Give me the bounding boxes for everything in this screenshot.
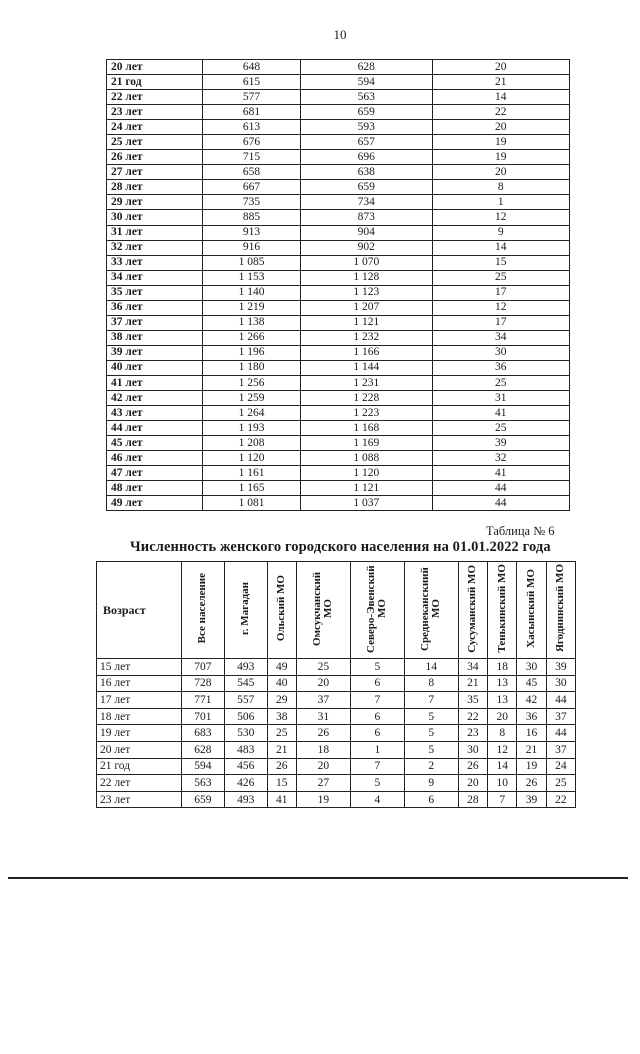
value-cell: 18 [488, 659, 517, 676]
age-cell: 44 лет [107, 421, 203, 436]
value-cell: 49 [267, 659, 296, 676]
value-cell: 25 [432, 270, 569, 285]
value-cell: 1 070 [301, 255, 433, 270]
value-cell: 27 [296, 775, 350, 792]
value-cell: 426 [224, 775, 267, 792]
value-cell: 20 [432, 165, 569, 180]
table-row [107, 60, 570, 75]
value-cell: 22 [458, 708, 487, 725]
table-row [107, 481, 570, 496]
column-header [546, 562, 575, 659]
value-cell: 15 [267, 775, 296, 792]
value-cell: 26 [458, 758, 487, 775]
value-cell: 44 [432, 481, 569, 496]
age-cell: 49 лет [107, 496, 203, 511]
table-row [97, 675, 576, 692]
age-cell: 48 лет [107, 481, 203, 496]
value-cell: 771 [182, 692, 225, 709]
table-row [107, 240, 570, 255]
value-cell: 1 232 [301, 330, 433, 345]
age-cell: 43 лет [107, 406, 203, 421]
value-cell: 628 [182, 741, 225, 758]
value-cell: 707 [182, 659, 225, 676]
table-row [107, 391, 570, 406]
value-cell: 17 [432, 315, 569, 330]
table-caption: Таблица № 6 [486, 524, 555, 538]
value-cell: 28 [458, 791, 487, 808]
value-cell: 25 [546, 775, 575, 792]
column-header [296, 562, 350, 659]
table-row [107, 120, 570, 135]
age-cell: 28 лет [107, 180, 203, 195]
value-cell: 19 [432, 135, 569, 150]
value-cell: 506 [224, 708, 267, 725]
value-cell: 8 [488, 725, 517, 742]
age-cell: 47 лет [107, 466, 203, 481]
value-cell: 1 266 [203, 330, 301, 345]
value-cell: 12 [432, 210, 569, 225]
value-cell: 9 [432, 225, 569, 240]
value-cell: 19 [517, 758, 546, 775]
column-header-label: Ольский МО [275, 575, 288, 642]
value-cell: 530 [224, 725, 267, 742]
column-header-label: Ягоднинский МО [554, 564, 567, 653]
value-cell: 1 231 [301, 375, 433, 390]
value-cell: 39 [546, 659, 575, 676]
column-header [182, 562, 225, 659]
value-cell: 12 [432, 300, 569, 315]
table-row [107, 195, 570, 210]
value-cell: 1 208 [203, 436, 301, 451]
value-cell: 593 [301, 120, 433, 135]
value-cell: 1 138 [203, 315, 301, 330]
value-cell: 577 [203, 90, 301, 105]
column-header [404, 562, 458, 659]
value-cell: 13 [488, 692, 517, 709]
value-cell: 1 153 [203, 270, 301, 285]
column-header-label: Сусуманский МО [466, 564, 479, 653]
table-row [107, 255, 570, 270]
value-cell: 39 [517, 791, 546, 808]
value-cell: 563 [301, 90, 433, 105]
value-cell: 42 [517, 692, 546, 709]
table-row [107, 406, 570, 421]
table-row [97, 659, 576, 676]
value-cell: 10 [488, 775, 517, 792]
value-cell: 659 [301, 105, 433, 120]
value-cell: 18 [296, 741, 350, 758]
column-header [488, 562, 517, 659]
value-cell: 648 [203, 60, 301, 75]
value-cell: 21 [458, 675, 487, 692]
value-cell: 1 196 [203, 345, 301, 360]
value-cell: 1 088 [301, 451, 433, 466]
value-cell: 1 140 [203, 285, 301, 300]
value-cell: 29 [267, 692, 296, 709]
value-cell: 32 [432, 451, 569, 466]
value-cell: 594 [182, 758, 225, 775]
value-cell: 483 [224, 741, 267, 758]
age-cell: 46 лет [107, 451, 203, 466]
table-row [107, 300, 570, 315]
value-cell: 902 [301, 240, 433, 255]
value-cell: 916 [203, 240, 301, 255]
value-cell: 1 193 [203, 421, 301, 436]
value-cell: 30 [517, 659, 546, 676]
value-cell: 904 [301, 225, 433, 240]
value-cell: 37 [296, 692, 350, 709]
age-cell: 29 лет [107, 195, 203, 210]
age-cell: 33 лет [107, 255, 203, 270]
table-row [97, 758, 576, 775]
table-row [107, 375, 570, 390]
value-cell: 5 [350, 775, 404, 792]
table-row [107, 180, 570, 195]
column-header [350, 562, 404, 659]
value-cell: 493 [224, 791, 267, 808]
table-row [97, 791, 576, 808]
age-cell: 41 лет [107, 375, 203, 390]
age-cell: 42 лет [107, 391, 203, 406]
table-row [107, 270, 570, 285]
value-cell: 5 [404, 708, 458, 725]
table-row [107, 315, 570, 330]
value-cell: 7 [350, 692, 404, 709]
value-cell: 30 [546, 675, 575, 692]
value-cell: 6 [404, 791, 458, 808]
age-cell: 24 лет [107, 120, 203, 135]
value-cell: 20 [432, 60, 569, 75]
table-row [107, 421, 570, 436]
value-cell: 456 [224, 758, 267, 775]
table-row [97, 741, 576, 758]
value-cell: 44 [546, 725, 575, 742]
value-cell: 31 [432, 391, 569, 406]
value-cell: 45 [517, 675, 546, 692]
value-cell: 1 259 [203, 391, 301, 406]
value-cell: 7 [404, 692, 458, 709]
value-cell: 17 [432, 285, 569, 300]
table-row [107, 451, 570, 466]
age-cell: 22 лет [97, 775, 182, 792]
value-cell: 39 [432, 436, 569, 451]
value-cell: 557 [224, 692, 267, 709]
value-cell: 1 037 [301, 496, 433, 511]
value-cell: 1 165 [203, 481, 301, 496]
table-row [97, 692, 576, 709]
table-row [107, 345, 570, 360]
value-cell: 19 [296, 791, 350, 808]
table-row [107, 135, 570, 150]
table-row [107, 225, 570, 240]
table-row [107, 330, 570, 345]
table-row [107, 360, 570, 375]
value-cell: 34 [432, 330, 569, 345]
value-cell: 8 [404, 675, 458, 692]
value-cell: 563 [182, 775, 225, 792]
value-cell: 6 [350, 708, 404, 725]
column-header-label: г. Магадан [239, 581, 252, 636]
value-cell: 12 [488, 741, 517, 758]
value-cell: 6 [350, 725, 404, 742]
table-row [107, 165, 570, 180]
value-cell: 681 [203, 105, 301, 120]
column-header-label: Хасынский МО [525, 569, 537, 648]
value-cell: 19 [432, 150, 569, 165]
value-cell: 24 [546, 758, 575, 775]
table-row [107, 150, 570, 165]
value-cell: 638 [301, 165, 433, 180]
value-cell: 615 [203, 75, 301, 90]
value-cell: 735 [203, 195, 301, 210]
value-cell: 1 166 [301, 345, 433, 360]
age-cell: 18 лет [97, 708, 182, 725]
age-cell: 32 лет [107, 240, 203, 255]
value-cell: 2 [404, 758, 458, 775]
table-row [97, 775, 576, 792]
value-cell: 1 120 [203, 451, 301, 466]
value-cell: 41 [432, 466, 569, 481]
value-cell: 1 256 [203, 375, 301, 390]
age-cell: 25 лет [107, 135, 203, 150]
value-cell: 7 [488, 791, 517, 808]
value-cell: 37 [546, 708, 575, 725]
age-cell: 23 лет [97, 791, 182, 808]
value-cell: 7 [350, 758, 404, 775]
value-cell: 667 [203, 180, 301, 195]
value-cell: 734 [301, 195, 433, 210]
value-cell: 873 [301, 210, 433, 225]
value-cell: 14 [432, 240, 569, 255]
value-cell: 683 [182, 725, 225, 742]
value-cell: 21 [267, 741, 296, 758]
value-cell: 1 168 [301, 421, 433, 436]
value-cell: 44 [432, 496, 569, 511]
table-row [107, 75, 570, 90]
age-cell: 16 лет [97, 675, 182, 692]
age-cell: 36 лет [107, 300, 203, 315]
value-cell: 44 [546, 692, 575, 709]
value-cell: 6 [350, 675, 404, 692]
value-cell: 1 207 [301, 300, 433, 315]
value-cell: 13 [488, 675, 517, 692]
value-cell: 1 121 [301, 481, 433, 496]
value-cell: 41 [432, 406, 569, 421]
value-cell: 728 [182, 675, 225, 692]
value-cell: 1 169 [301, 436, 433, 451]
value-cell: 22 [432, 105, 569, 120]
value-cell: 25 [432, 375, 569, 390]
value-cell: 35 [458, 692, 487, 709]
table-title: Численность женского городского населения на 01.01.2022 года [130, 539, 551, 555]
value-cell: 9 [404, 775, 458, 792]
value-cell: 22 [546, 791, 575, 808]
female-urban-population-table [96, 561, 576, 808]
age-cell: 34 лет [107, 270, 203, 285]
value-cell: 20 [458, 775, 487, 792]
value-cell: 38 [267, 708, 296, 725]
value-cell: 15 [432, 255, 569, 270]
value-cell: 41 [267, 791, 296, 808]
age-cell: 22 лет [107, 90, 203, 105]
value-cell: 20 [296, 758, 350, 775]
value-cell: 1 123 [301, 285, 433, 300]
table-row [97, 708, 576, 725]
value-cell: 21 [517, 741, 546, 758]
page-number: 10 [333, 27, 347, 42]
table-header-row [97, 562, 576, 659]
value-cell: 25 [267, 725, 296, 742]
value-cell: 26 [296, 725, 350, 742]
column-header [458, 562, 487, 659]
age-cell: 21 год [107, 75, 203, 90]
value-cell: 14 [488, 758, 517, 775]
value-cell: 1 219 [203, 300, 301, 315]
value-cell: 30 [432, 345, 569, 360]
value-cell: 1 085 [203, 255, 301, 270]
age-cell: 17 лет [97, 692, 182, 709]
age-cell: 37 лет [107, 315, 203, 330]
value-cell: 36 [432, 360, 569, 375]
table-row [97, 725, 576, 742]
column-header-age: Возраст [97, 562, 182, 659]
value-cell: 1 228 [301, 391, 433, 406]
column-header-label: Омсукчанский МО [311, 571, 335, 646]
column-header [224, 562, 267, 659]
age-cell: 15 лет [97, 659, 182, 676]
age-cell: 38 лет [107, 330, 203, 345]
column-header [517, 562, 546, 659]
value-cell: 5 [350, 659, 404, 676]
table-row [107, 466, 570, 481]
value-cell: 37 [546, 741, 575, 758]
age-cell: 45 лет [107, 436, 203, 451]
value-cell: 30 [458, 741, 487, 758]
value-cell: 40 [267, 675, 296, 692]
value-cell: 658 [203, 165, 301, 180]
age-cell: 21 год [97, 758, 182, 775]
value-cell: 1 264 [203, 406, 301, 421]
column-header-label: Среднеканскиий МО [419, 566, 443, 651]
table-row [107, 90, 570, 105]
value-cell: 1 180 [203, 360, 301, 375]
value-cell: 1 120 [301, 466, 433, 481]
age-cell: 20 лет [107, 60, 203, 75]
value-cell: 715 [203, 150, 301, 165]
value-cell: 1 128 [301, 270, 433, 285]
value-cell: 31 [296, 708, 350, 725]
age-cell: 40 лет [107, 360, 203, 375]
table-row [107, 285, 570, 300]
value-cell: 25 [296, 659, 350, 676]
value-cell: 913 [203, 225, 301, 240]
table-row [107, 496, 570, 511]
value-cell: 26 [267, 758, 296, 775]
table-row [107, 105, 570, 120]
value-cell: 34 [458, 659, 487, 676]
age-cell: 27 лет [107, 165, 203, 180]
value-cell: 20 [488, 708, 517, 725]
value-cell: 8 [432, 180, 569, 195]
age-cell: 39 лет [107, 345, 203, 360]
value-cell: 25 [432, 421, 569, 436]
value-cell: 1 161 [203, 466, 301, 481]
value-cell: 14 [432, 90, 569, 105]
column-header [267, 562, 296, 659]
value-cell: 4 [350, 791, 404, 808]
value-cell: 26 [517, 775, 546, 792]
age-cell: 31 лет [107, 225, 203, 240]
value-cell: 14 [404, 659, 458, 676]
value-cell: 701 [182, 708, 225, 725]
value-cell: 36 [517, 708, 546, 725]
value-cell: 594 [301, 75, 433, 90]
value-cell: 1 223 [301, 406, 433, 421]
value-cell: 628 [301, 60, 433, 75]
age-population-table-continued [106, 59, 570, 511]
value-cell: 1 081 [203, 496, 301, 511]
table-row [107, 436, 570, 451]
value-cell: 20 [432, 120, 569, 135]
value-cell: 545 [224, 675, 267, 692]
value-cell: 16 [517, 725, 546, 742]
value-cell: 676 [203, 135, 301, 150]
age-cell: 20 лет [97, 741, 182, 758]
value-cell: 696 [301, 150, 433, 165]
value-cell: 493 [224, 659, 267, 676]
age-cell: 19 лет [97, 725, 182, 742]
value-cell: 1 [432, 195, 569, 210]
value-cell: 1 [350, 741, 404, 758]
column-header-label: Все население [196, 573, 209, 644]
page-divider [8, 877, 628, 879]
value-cell: 5 [404, 741, 458, 758]
value-cell: 659 [182, 791, 225, 808]
table-row [107, 210, 570, 225]
value-cell: 657 [301, 135, 433, 150]
value-cell: 21 [432, 75, 569, 90]
value-cell: 885 [203, 210, 301, 225]
value-cell: 1 144 [301, 360, 433, 375]
column-header-label: Тенькинский МО [495, 564, 508, 653]
column-header-label: Северо-Эвенский МО [365, 564, 389, 653]
age-cell: 26 лет [107, 150, 203, 165]
value-cell: 613 [203, 120, 301, 135]
value-cell: 5 [404, 725, 458, 742]
age-cell: 30 лет [107, 210, 203, 225]
age-cell: 23 лет [107, 105, 203, 120]
value-cell: 20 [296, 675, 350, 692]
value-cell: 659 [301, 180, 433, 195]
value-cell: 1 121 [301, 315, 433, 330]
value-cell: 23 [458, 725, 487, 742]
age-cell: 35 лет [107, 285, 203, 300]
